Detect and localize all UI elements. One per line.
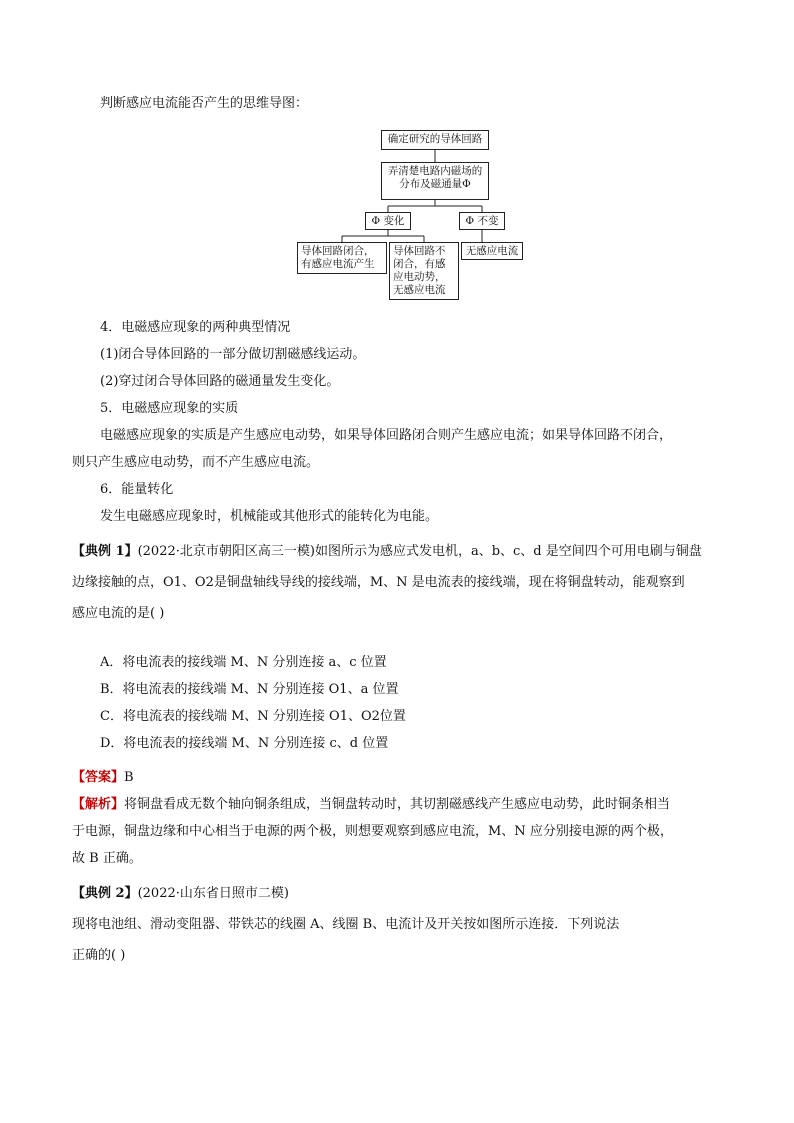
section-4-item-1: (1)闭合导体回路的一部分做切割磁感线运动。 (100, 347, 366, 362)
section-6-text: 发生电磁感应现象时，机械能或其他形式的能转化为电能。 (100, 509, 439, 524)
example-1-tag: 【典例 1】 (72, 544, 138, 559)
example-2-line-2: 现将电池组、滑动变阻器、带铁芯的线圈 A、线圈 B、电流计及开关按如图所示连接．下列说法 (72, 917, 620, 932)
example-1-line-1 (72, 542, 702, 562)
example-2-tag: 【典例 2】 (72, 886, 138, 901)
section-4-heading: 4．电磁感应现象的两种典型情况 (100, 320, 291, 335)
answer-tag: 【答案】 (72, 770, 125, 785)
flowchart-leaf-open-circuit: 导体回路不闭合，有感应电动势，无感应电流 (389, 242, 459, 300)
example-2-line-3: 正确的( ) (72, 948, 126, 963)
flowchart-leaf-no-current: 无感应电流 (461, 242, 523, 260)
example-1-line-3: 感应电流的是( ) (72, 606, 165, 621)
example-1-source: (2022·北京市朝阳区高三一模) (137, 544, 315, 559)
example-1-option-b: B．将电流表的接线端 M、N 分别连接 O1、a 位置 (100, 682, 399, 697)
section-6-heading: 6．能量转化 (100, 482, 174, 497)
example-1-option-a: A．将电流表的接线端 M、N 分别连接 a、c 位置 (100, 655, 387, 670)
analysis-text-1: 将铜盘看成无数个轴向铜条组成，当铜盘转动时，其切割磁感线产生感应电动势，此时铜条相当 (124, 797, 671, 812)
example-1-analysis-line-3: 故 B 正确。 (72, 851, 142, 866)
example-1-answer (72, 768, 134, 788)
example-1-option-c: C．将电流表的接线端 M、N 分别连接 O1、O2位置 (100, 709, 406, 724)
example-1-line-2: 边缘接触的点，O1、O2是铜盘轴线导线的接线端，M、N 是电流表的接线端，现在将铜盘转动，能观察到 (72, 575, 685, 590)
example-1-option-d: D．将电流表的接线端 M、N 分别连接 c、d 位置 (100, 736, 389, 751)
flowchart-step-identify-circuit: 确定研究的导体回路 (381, 130, 489, 150)
analysis-tag: 【解析】 (72, 797, 125, 812)
example-2-source: (2022·山东省日照市二模) (137, 886, 289, 901)
section-4-item-2: (2)穿过闭合导体回路的磁通量发生变化。 (100, 374, 340, 389)
flowchart-leaf-closed-circuit: 导体回路闭合，有感应电流产生 (297, 242, 387, 274)
example-1-question-start: 如图所示为感应式发电机，a、b、c、d 是空间四个可用电刷与铜盘 (314, 544, 702, 559)
flowchart-branch-flux-unchanged: Φ 不变 (459, 212, 505, 230)
section-5-text-line-1: 电磁感应现象的实质是产生感应电动势，如果导体回路闭合则产生感应电流；如果导体回路不闭合， (100, 428, 673, 443)
answer-value: B (124, 770, 134, 785)
example-1-analysis-line-2: 于电源，铜盘边缘和中心相当于电源的两个极，则想要观察到感应电流，M、N 应分别接电源的两个极， (72, 824, 673, 839)
example-2-line-1 (72, 884, 289, 904)
flowchart-branch-flux-changes: Φ 变化 (365, 212, 411, 230)
flowchart-step-magnetic-flux: 弄清楚电路内磁场的分布及磁通量Φ (381, 162, 489, 200)
section-5-heading: 5．电磁感应现象的实质 (100, 401, 239, 416)
section-5-text-line-2: 则只产生感应电动势，而不产生感应电流。 (72, 455, 320, 470)
mindmap-intro: 判断感应电流能否产生的思维导图： (100, 96, 309, 111)
example-1-analysis-line-1 (72, 795, 670, 815)
